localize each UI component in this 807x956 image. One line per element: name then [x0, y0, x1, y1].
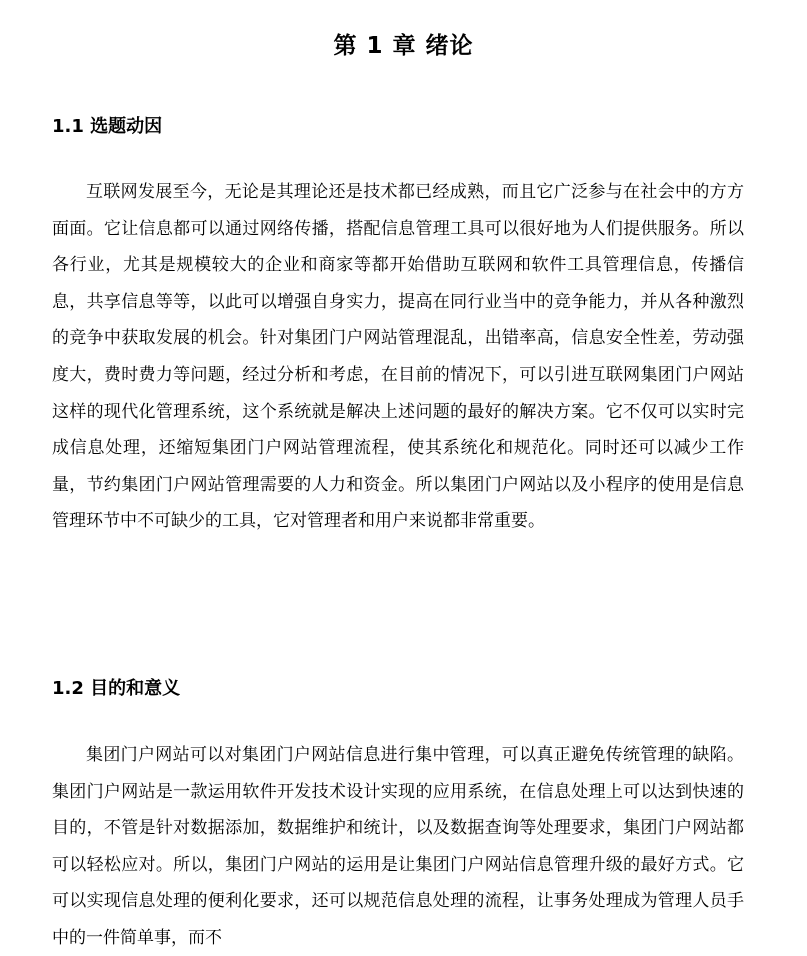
chapter-title: 第 1 章 绪论	[333, 33, 474, 59]
section-paragraph-topic-motivation: 互联网发展至今，无论是其理论还是技术都已经成熟，而且它广泛参与在社会中的方方面面。它让信息都可以通过网络传播，搭配信息管理工具可以很好地为人们提供服务。所以各行业，尤其是规模较大的企业和商家等都开始借助互联网和软件工具管理信息，传播信息，共享信息等等，以此可以增强自身实力，提高在同行业当中的竞争能力，并从各种激烈的竞争中获取发展的机会。针对集团门户网站管理混乱，出错率高，信息安全性差，劳动强度大，费时费力等问题，经过分析和考虑，在目前的情况下，可以引进互联网集团门户网站这样的现代化管理系统，这个系统就是解决上述问题的最好的解决方案。它不仅可以实时完成信息处理，还缩短集团门户网站管理流程，使其系统化和规范化。同时还可以减少工作量，节约集团门户网站管理需要的人力和资金。所以集团门户网站以及小程序的使用是信息管理环节中不可缺少的工具，它对管理者和用户来说都非常重要。	[52, 182, 744, 532]
section-heading-topic-motivation: 1.1 选题动因	[52, 116, 163, 137]
section-heading-purpose-significance: 1.2 目的和意义	[52, 678, 181, 699]
section-paragraph-purpose-significance: 集团门户网站可以对集团门户网站信息进行集中管理，可以真正避免传统管理的缺陷。集团门户网站是一款运用软件开发技术设计实现的应用系统，在信息处理上可以达到快速的目的，不管是针对数据添加，数据维护和统计，以及数据查询等处理要求，集团门户网站都可以轻松应对。所以，集团门户网站的运用是让集团门户网站信息管理升级的最好方式。它可以实现信息处理的便利化要求，还可以规范信息处理的流程，让事务处理成为管理人员手中的一件简单事，而不	[52, 745, 744, 948]
